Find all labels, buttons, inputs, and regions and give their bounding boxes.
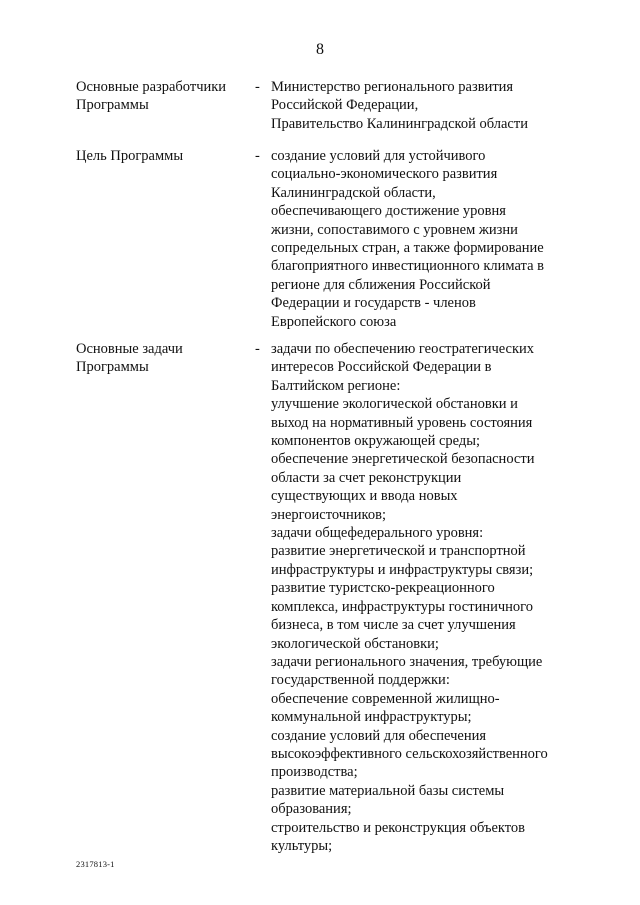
- value-line: компонентов окружающей среды;: [271, 433, 481, 450]
- value-line: Балтийском регионе:: [271, 377, 401, 394]
- value-line: культуры;: [271, 837, 333, 854]
- value-line: регионе для сближения Российской: [271, 276, 491, 293]
- value-line: производства;: [271, 764, 358, 781]
- value-line: создание условий для обеспечения: [271, 727, 487, 744]
- value-line: высокоэффективного сельскохозяйственного: [271, 745, 548, 762]
- value-line: развитие энергетической и транспортной: [271, 543, 526, 560]
- value-line: жизни, сопоставимого с уровнем жизни: [271, 221, 518, 238]
- value-line: строительство и реконструкция объектов: [271, 819, 526, 836]
- dash-separator: -: [255, 79, 260, 95]
- value-line: благоприятного инвестиционного климата в: [271, 258, 544, 275]
- value-line: улучшение экологической обстановки и: [271, 396, 518, 413]
- goal-label: [76, 147, 246, 165]
- value-line: задачи общефедерального уровня:: [271, 525, 484, 542]
- value-line: энергоисточников;: [271, 506, 386, 523]
- value-line: задачи регионального значения, требующие: [271, 653, 543, 670]
- value-line: развитие материальной базы системы: [271, 782, 505, 799]
- value-line: Европейского союза: [271, 313, 397, 330]
- value-line: области за счет реконструкции: [271, 469, 462, 486]
- value-line: Калининградской области,: [271, 184, 436, 201]
- label-line: Программы: [76, 97, 149, 114]
- value-line: существующих и ввода новых: [271, 488, 458, 505]
- goal-value: [271, 147, 571, 331]
- value-line: сопредельных стран, а также формирование: [271, 240, 544, 257]
- value-line: коммунальной инфраструктуры;: [271, 709, 472, 726]
- objectives-label: [76, 340, 246, 377]
- page-number: 8: [316, 41, 324, 58]
- label-line: Цель Программы: [76, 148, 184, 164]
- value-line: экологической обстановки;: [271, 635, 439, 652]
- document-code: 2317813-1: [76, 859, 115, 869]
- value-line: интересов Российской Федерации в: [271, 359, 492, 376]
- value-line: создание условий для устойчивого: [271, 148, 486, 164]
- value-line: комплекса, инфраструктуры гостиничного: [271, 598, 533, 615]
- label-line: Основные задачи: [76, 341, 183, 357]
- value-line: Федерации и государств - членов: [271, 295, 476, 312]
- developers-label: [76, 78, 246, 115]
- developers-value: [271, 78, 571, 133]
- value-line: обеспечение современной жилищно-: [271, 690, 500, 707]
- value-line: инфраструктуры и инфраструктуры связи;: [271, 561, 534, 578]
- objectives-value: [271, 340, 571, 855]
- value-line: образования;: [271, 801, 352, 818]
- value-line: обеспечение энергетической безопасности: [271, 451, 535, 468]
- value-line: бизнеса, в том числе за счет улучшения: [271, 617, 516, 634]
- value-line: Правительство Калининградской области: [271, 115, 528, 132]
- dash-separator: -: [255, 148, 260, 164]
- value-line: Российской Федерации,: [271, 97, 419, 114]
- dash-separator: -: [255, 341, 260, 357]
- value-line: задачи по обеспечению геостратегических: [271, 341, 535, 357]
- label-line: Программы: [76, 359, 149, 376]
- value-line: выход на нормативный уровень состояния: [271, 414, 533, 431]
- value-line: обеспечивающего достижение уровня: [271, 203, 506, 220]
- value-line: государственной поддержки:: [271, 672, 450, 689]
- value-line: социально-экономического развития: [271, 166, 498, 183]
- label-line: Основные разработчики: [76, 79, 227, 95]
- value-line: развитие туристско-рекреационного: [271, 580, 495, 597]
- value-line: Министерство регионального развития: [271, 79, 514, 95]
